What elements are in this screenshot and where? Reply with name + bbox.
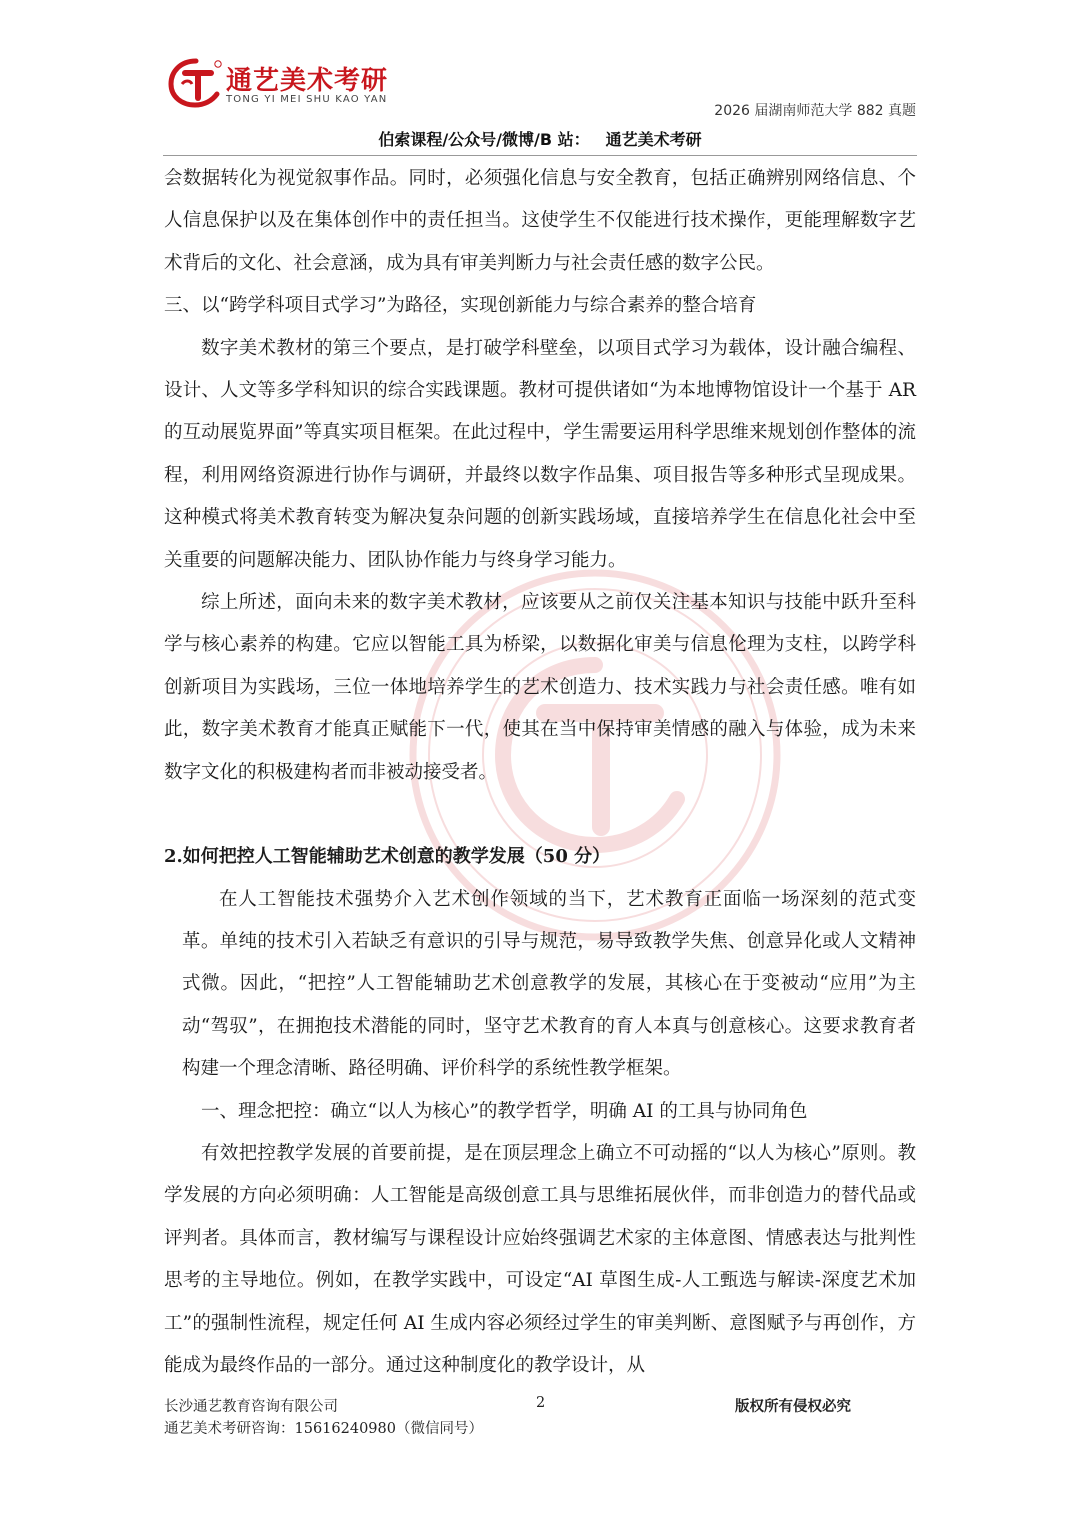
question-heading: 2.如何把控人工智能辅助艺术创意的教学发展（50 分）	[164, 846, 611, 868]
paragraph: 数字美术教材的第三个要点，是打破学科壁垒，以项目式学习为载体，设计融合编程、设计、人文等多学科知识的综合实践课题。教材可提供诸如“为本地博物馆设计一个基于 AR 的互动展览界面”等真实项目框架。在此过程中，学生需要运用科学思维来规划创作整体的流程，利用网络资源进行协作与调研，并最终以数字作品集、项目报告等多种形式呈现成果。这种模式将美术教育转变为解决复杂问题的创新实践场域，直接培养学生在信息化社会中至关重要的问题解决能力、团队协作能力与终身学习能力。	[164, 337, 916, 571]
brand-logo	[168, 56, 398, 108]
channels-label: 伯索课程/公众号/微博/B 站：	[378, 130, 590, 149]
page-number: 2	[536, 1395, 546, 1411]
logo-title: 通艺美术考研	[226, 66, 389, 96]
paragraph: 会数据转化为视觉叙事作品。同时，必须强化信息与安全教育，包括正确辨别网络信息、个人信息保护以及在集体创作中的责任担当。这使学生不仅能进行技术操作，更能理解数字艺术背后的文化、社会意涵，成为具有审美判断力与社会责任感的数字公民。	[164, 168, 916, 274]
section-heading: 三、以“跨学科项目式学习”为路径，实现创新能力与综合素养的整合培育	[164, 295, 757, 317]
logo-subtitle: TONG YI MEI SHU KAO YAN	[226, 94, 388, 105]
exam-title: 2026 届湖南师范大学 882 真题	[714, 103, 916, 119]
channels-name: 通艺美术考研	[605, 130, 702, 149]
paragraph: 在人工智能技术强势介入艺术创作领域的当下，艺术教育正面临一场深刻的范式变革。单纯的技术引入若缺乏有意识的引导与规范，易导致教学失焦、创意异化或人文精神式微。因此，“把控”人工智能辅助艺术创意教学的发展，其核心在于变被动“应用”为主动“驾驭”，在拥抱技术潜能的同时，坚守艺术教育的育人本真与创意核心。这要求教育者构建一个理念清晰、路径明确、评价科学的系统性教学框架。	[182, 888, 916, 1080]
header-divider	[163, 155, 917, 156]
footer-rights: 版权所有侵权必究	[735, 1398, 851, 1415]
paragraph: 综上所述，面向未来的数字美术教材，应该要从之前仅关注基本知识与技能中跃升至科学与核心素养的构建。它应以智能工具为桥梁，以数据化审美与信息伦理为支柱，以跨学科创新项目为实践场，三位一体地培养学生的艺术创造力、技术实践力与社会责任感。唯有如此，数字美术教育才能真正赋能下一代，使其在当中保持审美情感的融入与体验，成为未来数字文化的积极建构者而非被动接受者。	[164, 592, 916, 783]
spacer	[164, 794, 916, 836]
footer-company: 长沙通艺教育咨询有限公司	[164, 1399, 338, 1415]
footer-contact: 通艺美术考研咨询：15616240980（微信同号）	[164, 1421, 483, 1437]
channel-line	[0, 127, 1080, 150]
document-body	[164, 158, 916, 1387]
section-heading: 一、理念把控：确立“以人为核心”的教学哲学，明确 AI 的工具与协同角色	[201, 1100, 808, 1122]
paragraph: 有效把控教学发展的首要前提，是在顶层理念上确立不可动摇的“以人为核心”原则。教学发展的方向必须明确：人工智能是高级创意工具与思维拓展伙伴，而非创造力的替代品或评判者。具体而言，教材编写与课程设计应始终强调艺术家的主体意图、情感表达与批判性思考的主导地位。例如，在教学实践中，可设定“AI 草图生成-人工甄选与解读-深度艺术加工”的强制性流程，规定任何 AI 生成内容必须经过学生的审美判断、意图赋予与再创作，方能成为最终作品的一部分。通过这种制度化的教学设计，从	[164, 1142, 916, 1376]
logo-mark-icon	[168, 58, 224, 108]
